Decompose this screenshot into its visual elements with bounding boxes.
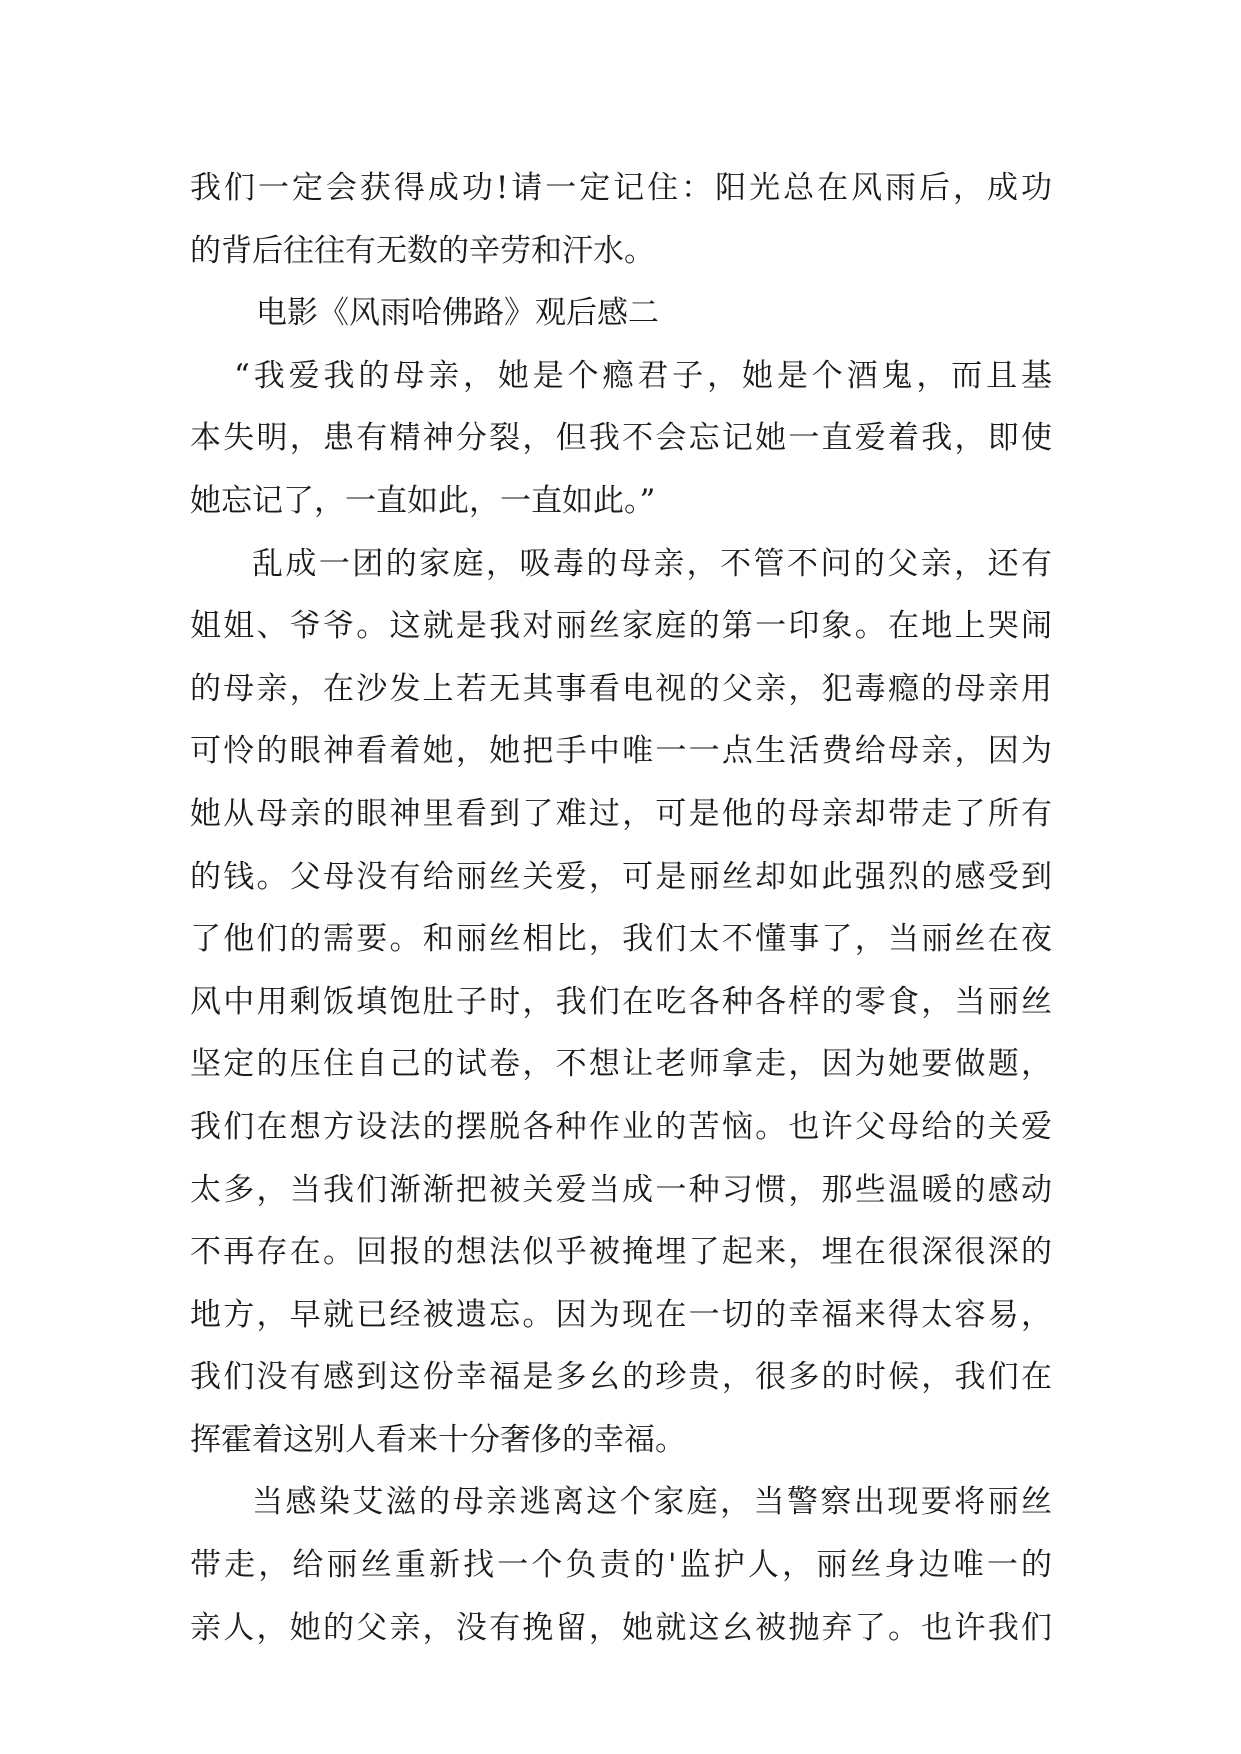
text-line: 姐姐、爷爷。这就是我对丽丝家庭的第一印象。在地上哭闹 [190,608,1052,645]
text-line: 风中用剩饭填饱肚子时，我们在吃各种各样的零食，当丽丝 [190,983,1052,1020]
text-line: 我们一定会获得成功!请一定记住：阳光总在风雨后，成功 [190,170,1052,206]
text-line: 乱成一团的家庭，吸毒的母亲，不管不问的父亲，还有 [252,545,1052,582]
text-line: 她从母亲的眼神里看到了难过，可是他的母亲却带走了所有 [190,795,1052,832]
text-line: 坚定的压住自己的试卷，不想让老师拿走，因为她要做题， [190,1046,1052,1083]
text-line: 带走，给丽丝重新找一个负责的'监护人，丽丝身边唯一的 [190,1547,1052,1584]
text-line: 我们没有感到这份幸福是多幺的珍贵，很多的时候，我们在 [190,1359,1052,1396]
text-line: 了他们的需要。和丽丝相比，我们太不懂事了，当丽丝在夜 [190,921,1052,958]
text-line: 我们在想方设法的摆脱各种作业的苦恼。也许父母给的关爱 [190,1108,1052,1145]
quote-line: “我爱我的母亲，她是个瘾君子，她是个酒鬼，而且基 [234,357,1052,394]
quote-line: 她忘记了，一直如此，一直如此。” [190,482,656,519]
text-line: 的背后往往有无数的辛劳和汗水。 [190,232,655,269]
text-line: 亲人，她的父亲，没有挽留，她就这幺被抛弃了。也许我们 [190,1609,1052,1646]
text-line: 不再存在。回报的想法似乎被掩埋了起来，埋在很深很深的 [190,1234,1052,1271]
text-line: 可怜的眼神看着她，她把手中唯一一点生活费给母亲，因为 [190,733,1052,770]
section-title: 电影《风雨哈佛路》观后感二 [256,295,659,332]
text-line: 挥霍着这别人看来十分奢侈的幸福。 [190,1421,686,1458]
text-line: 太多，当我们渐渐把被关爱当成一种习惯，那些温暖的感动 [190,1171,1052,1208]
text-line: 地方，早就已经被遗忘。因为现在一切的幸福来得太容易， [190,1296,1052,1333]
text-line: 的母亲，在沙发上若无其事看电视的父亲，犯毒瘾的母亲用 [190,670,1052,707]
text-line: 的钱。父母没有给丽丝关爱，可是丽丝却如此强烈的感受到 [190,858,1052,895]
text-line: 当感染艾滋的母亲逃离这个家庭，当警察出现要将丽丝 [252,1484,1052,1521]
document-body [190,157,1052,1659]
quote-line: 本失明，患有精神分裂，但我不会忘记她一直爱着我，即使 [190,420,1052,457]
